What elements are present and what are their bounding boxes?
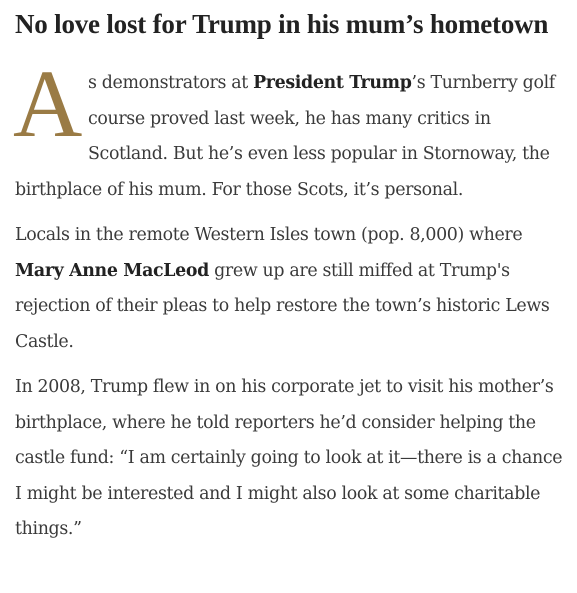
person-name-bold: Mary Anne MacLeod [15, 260, 209, 281]
paragraph-text: ’s Turnberry golf course proved last week, he has many critics in Scotland. But he’s even less popular in Stornoway, the birthplace of his mum. For those Scots, it’s personal. [15, 73, 555, 200]
paragraph-text: grew up are still miffed at Trump's rejection of their pleas to help restore the town’s historic Lews Castle. [15, 260, 550, 352]
article-paragraph [15, 370, 567, 548]
article-paragraph [13, 50, 567, 208]
paragraph-text: Locals in the remote Western Isles town (pop. 8,000) where [15, 225, 523, 245]
person-name-bold: President Trump [253, 73, 412, 93]
drop-cap: A [13, 50, 82, 157]
article-headline: No love lost for Trump in his mum’s hometown [15, 9, 549, 39]
paragraph-text: s demonstrators at [87, 73, 254, 93]
article [15, 6, 567, 548]
article-paragraph [15, 218, 567, 360]
paragraph-text: In 2008, Trump flew in on his corporate jet to visit his mother’s birthplace, where he told reporters he’d consider helping the castle fund: “I am certainly going to look at it—there is a chance I might be interested and I might also look at some charitable things.” [15, 377, 563, 539]
